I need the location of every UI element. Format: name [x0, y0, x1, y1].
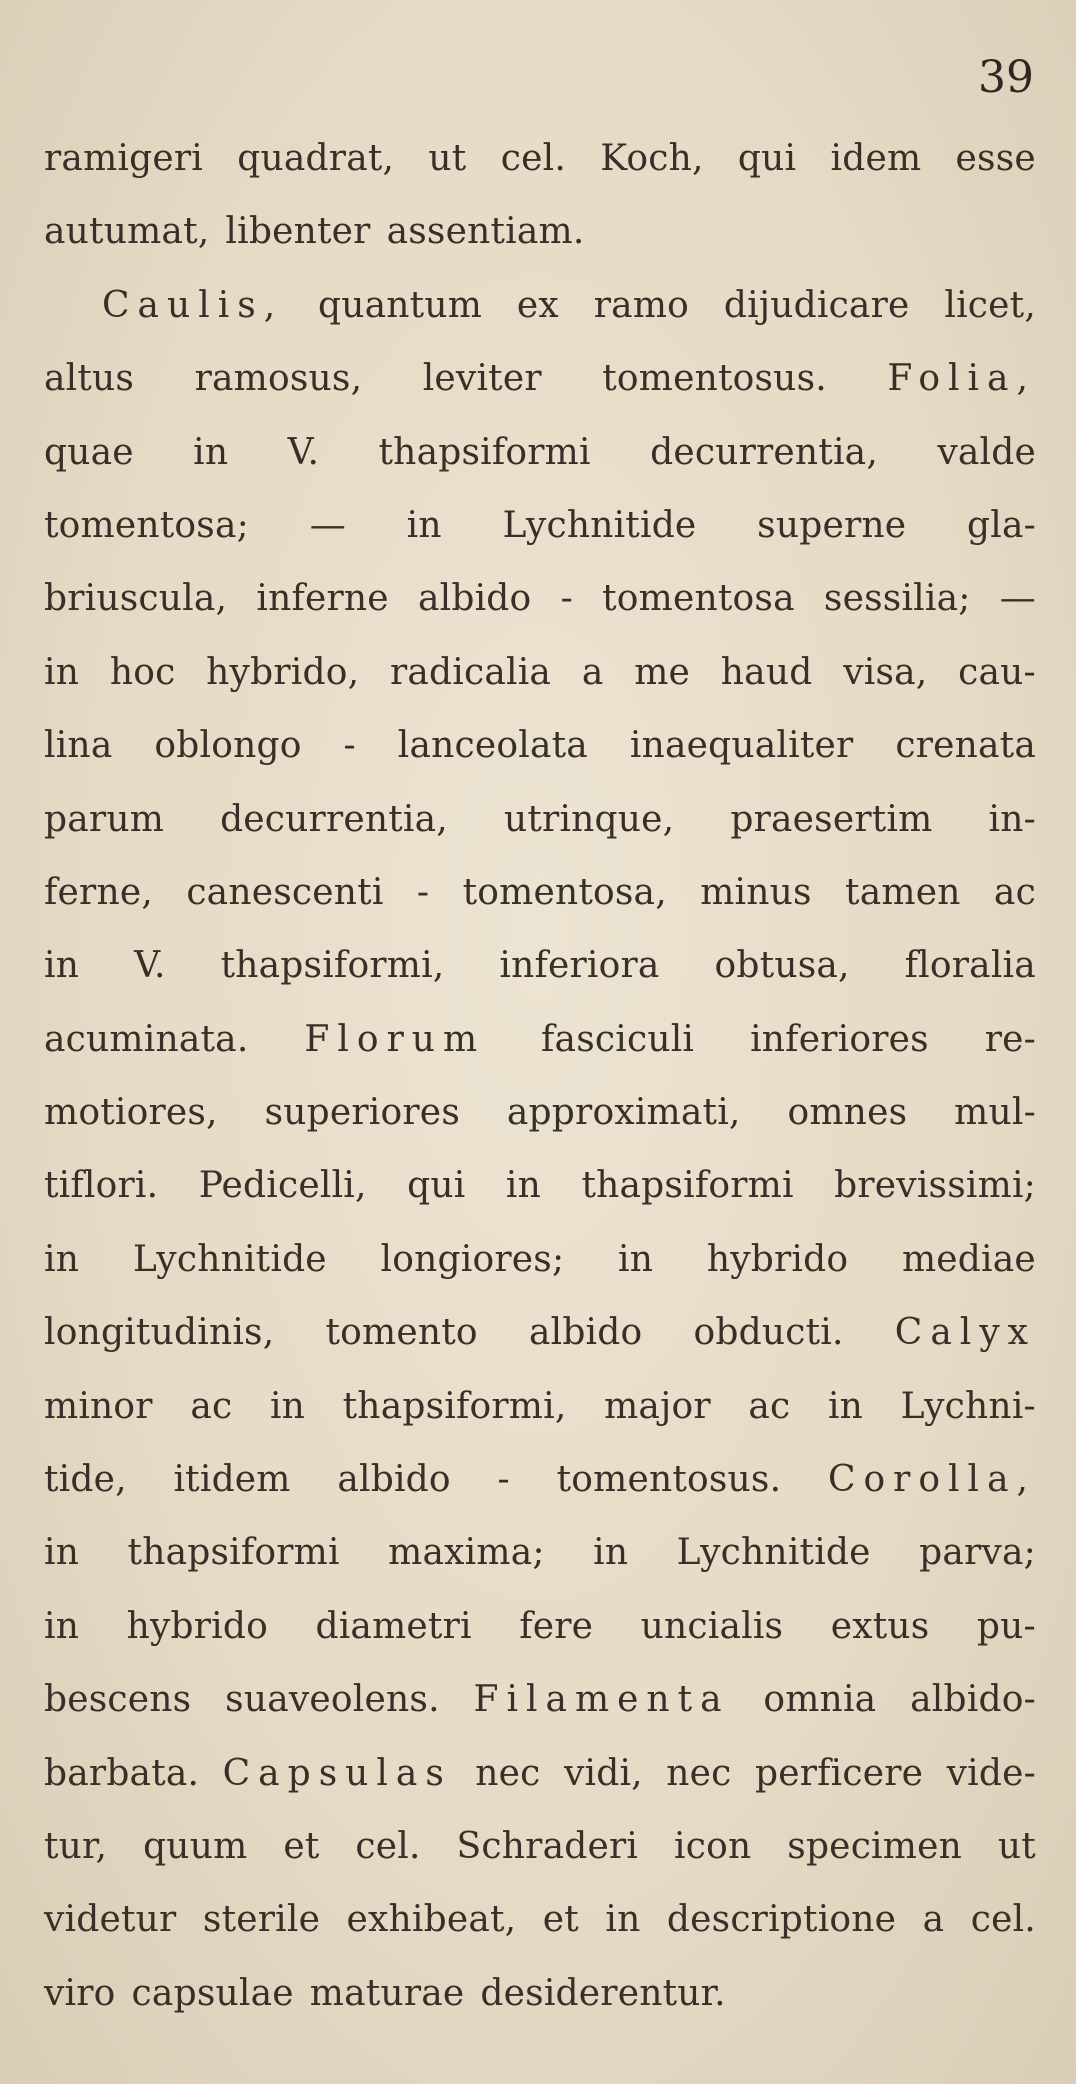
word: longiores; — [380, 1238, 565, 1280]
word: nec — [475, 1752, 541, 1794]
word: cel. — [500, 138, 566, 179]
word: utrinque, — [503, 798, 675, 840]
word: brevissimi; — [834, 1165, 1036, 1207]
word: tamen — [845, 871, 961, 913]
word: ac — [993, 871, 1036, 913]
word: ac — [190, 1385, 233, 1427]
text-line — [44, 725, 1036, 798]
word: icon — [674, 1825, 752, 1867]
word: maturae — [309, 1972, 465, 2014]
word: cau- — [958, 651, 1036, 693]
word: albido- — [910, 1679, 1036, 1721]
word: gla- — [967, 504, 1036, 546]
word: tiflori. — [44, 1165, 159, 1207]
word: ut — [428, 138, 467, 179]
word: et — [283, 1825, 320, 1867]
word: superne — [757, 504, 907, 546]
text-line — [44, 578, 1036, 651]
word: valde — [937, 431, 1036, 473]
word: Caulis, — [102, 284, 284, 326]
word: parva; — [919, 1532, 1036, 1574]
word: parum — [44, 798, 165, 840]
word: Folia, — [887, 358, 1036, 400]
word: exhibeat, — [346, 1899, 517, 1941]
word: in — [593, 1532, 629, 1574]
text-line — [44, 1899, 1036, 1972]
word: minus — [700, 871, 812, 913]
word: viro — [44, 1972, 116, 2014]
text-line — [44, 285, 1036, 358]
word: ac — [748, 1385, 791, 1427]
word: tomentosa — [602, 578, 795, 620]
word: obducti. — [693, 1312, 844, 1354]
text-line — [44, 1386, 1036, 1459]
text-line — [44, 1826, 1036, 1899]
word: tomento — [325, 1312, 478, 1354]
word: inaequaliter — [629, 725, 854, 767]
word: thapsiformi, — [220, 945, 445, 987]
word: haud — [720, 651, 813, 693]
text-line — [44, 505, 1036, 578]
word: vidi, — [563, 1752, 643, 1794]
text-line — [44, 211, 1036, 284]
word: obtusa, — [714, 945, 850, 987]
word: - — [343, 725, 356, 767]
word: ferne, — [44, 871, 153, 913]
word: minor — [44, 1385, 153, 1427]
word: vide- — [946, 1752, 1036, 1794]
word: in — [193, 431, 229, 473]
word: perficere — [754, 1752, 924, 1794]
word: mul- — [954, 1092, 1036, 1134]
word: motiores, — [44, 1092, 218, 1134]
word: ramigeri — [44, 138, 203, 179]
word: in — [406, 504, 442, 546]
word: specimen — [787, 1825, 962, 1867]
word: Lychnitide — [676, 1532, 871, 1574]
word: in- — [988, 798, 1036, 840]
word: libenter — [225, 211, 371, 253]
word: tur, — [44, 1825, 108, 1867]
word: thapsiformi — [378, 431, 591, 473]
word: decurrentia, — [220, 798, 448, 840]
word: inferne — [256, 578, 389, 620]
word: capsulae — [131, 1972, 294, 2014]
text-line — [44, 1165, 1036, 1238]
word: Lychnitide — [502, 504, 697, 546]
word: itidem — [173, 1459, 291, 1501]
word: Pedicelli, — [198, 1165, 367, 1207]
word: tomentosus. — [556, 1459, 782, 1501]
word: lanceolata — [397, 725, 588, 767]
text-line — [44, 1459, 1036, 1532]
word: Florum — [304, 1018, 486, 1060]
word: sessilia; — [823, 578, 971, 620]
word: Lychnitide — [132, 1238, 327, 1280]
text-line — [44, 799, 1036, 872]
word: praesertim — [730, 798, 933, 840]
word: in — [44, 651, 80, 693]
word: crenata — [895, 725, 1036, 767]
word: me — [634, 651, 691, 693]
word: cel. — [970, 1899, 1036, 1941]
word: bescens — [44, 1679, 192, 1721]
text-line — [44, 138, 1036, 211]
word: thapsiformi — [127, 1532, 340, 1574]
word: qui — [737, 138, 797, 179]
word: in — [605, 1899, 641, 1941]
text-line — [44, 358, 1036, 431]
word: extus — [830, 1605, 930, 1647]
word: nec — [666, 1752, 732, 1794]
word: tomentosa, — [462, 871, 667, 913]
word: et — [542, 1899, 579, 1941]
word: in — [269, 1385, 306, 1427]
text-line — [44, 1973, 1036, 2046]
word: sterile — [202, 1899, 321, 1941]
word: pu- — [976, 1605, 1036, 1647]
word: descriptione — [666, 1899, 897, 1941]
word: Calyx — [894, 1312, 1036, 1354]
word: assentiam. — [386, 211, 585, 253]
text-line — [44, 872, 1036, 945]
word: oblongo — [154, 725, 302, 767]
word: Koch, — [600, 138, 704, 179]
word: V. — [134, 945, 166, 987]
word: quae — [44, 431, 134, 473]
word: ut — [997, 1825, 1036, 1867]
word: - — [497, 1459, 510, 1501]
word: in — [44, 945, 80, 987]
word: albido — [528, 1312, 643, 1354]
word: thapsiformi, — [342, 1385, 567, 1427]
word: tomentosus. — [602, 358, 827, 400]
word: a — [581, 651, 604, 693]
word: qui — [407, 1165, 466, 1207]
word: in — [827, 1385, 864, 1427]
word: diametri — [315, 1605, 472, 1647]
text-line — [44, 945, 1036, 1018]
word: - — [560, 578, 573, 620]
word: visa, — [843, 651, 928, 693]
word: idem — [830, 138, 922, 179]
word: omnia — [763, 1679, 877, 1721]
word: tomentosa; — [44, 504, 249, 546]
word: hybrido, — [206, 651, 360, 693]
word: esse — [955, 138, 1036, 179]
word: radicalia — [389, 651, 552, 693]
word: albido — [337, 1459, 451, 1501]
word: altus — [44, 358, 135, 400]
text-line — [44, 1092, 1036, 1165]
word: inferiores — [750, 1018, 929, 1060]
word: inferiora — [499, 945, 660, 987]
word: uncialis — [640, 1605, 784, 1647]
word: in — [44, 1238, 80, 1280]
word: licet, — [944, 284, 1036, 326]
word: leviter — [422, 358, 542, 400]
word: acuminata. — [44, 1018, 249, 1060]
word: - — [416, 871, 430, 913]
word: quadrat, — [237, 138, 395, 179]
word: in — [618, 1238, 654, 1280]
body-text — [44, 138, 1036, 2046]
word: major — [604, 1385, 711, 1427]
word: briuscula, — [44, 578, 228, 620]
word: hoc — [109, 651, 176, 693]
text-line — [44, 1753, 1036, 1826]
word: mediae — [901, 1238, 1036, 1280]
word: albido — [417, 578, 532, 620]
word: tide, — [44, 1459, 127, 1501]
word: decurrentia, — [650, 431, 878, 473]
word: ex — [516, 284, 559, 326]
word: maxima; — [388, 1532, 545, 1574]
word: V. — [287, 431, 320, 473]
word: — — [999, 578, 1036, 620]
text-line — [44, 1532, 1036, 1605]
word: omnes — [787, 1092, 908, 1134]
word: barbata. — [44, 1752, 200, 1794]
word: — — [309, 504, 346, 546]
word: in — [44, 1605, 80, 1647]
word: fasciculi — [541, 1018, 695, 1060]
word: lina — [44, 725, 113, 767]
text-line — [44, 432, 1036, 505]
word: hybrido — [706, 1238, 849, 1280]
word: hybrido — [126, 1605, 268, 1647]
word: canescenti — [186, 871, 384, 913]
page-number: 39 — [978, 52, 1034, 103]
word: ramo — [593, 284, 690, 326]
word: dijudicare — [723, 284, 910, 326]
word: fere — [519, 1605, 594, 1647]
word: thapsiformi — [581, 1165, 794, 1207]
word: quum — [143, 1825, 248, 1867]
word: desiderentur. — [480, 1972, 726, 2014]
word: approximati, — [506, 1092, 741, 1134]
word: videtur — [44, 1899, 177, 1941]
word: a — [922, 1899, 945, 1941]
word: quantum — [317, 284, 483, 326]
word: ramosus, — [194, 358, 363, 400]
word: superiores — [264, 1092, 460, 1134]
word: floralia — [904, 945, 1036, 987]
text-line — [44, 1019, 1036, 1092]
word: Capsulas — [222, 1752, 452, 1794]
word: Corolla, — [827, 1459, 1036, 1501]
word: Lychni- — [900, 1385, 1036, 1427]
word: Schraderi — [456, 1825, 639, 1867]
word: suaveolens. — [225, 1679, 440, 1721]
text-line — [44, 1239, 1036, 1312]
word: cel. — [355, 1825, 421, 1867]
text-line — [44, 1312, 1036, 1385]
word: re- — [984, 1018, 1036, 1060]
text-line — [44, 652, 1036, 725]
word: in — [44, 1532, 80, 1574]
text-line — [44, 1679, 1036, 1752]
word: Filamenta — [473, 1679, 730, 1721]
word: in — [505, 1165, 542, 1207]
word: autumat, — [44, 211, 210, 253]
text-line — [44, 1606, 1036, 1679]
word: longitudinis, — [44, 1312, 275, 1354]
